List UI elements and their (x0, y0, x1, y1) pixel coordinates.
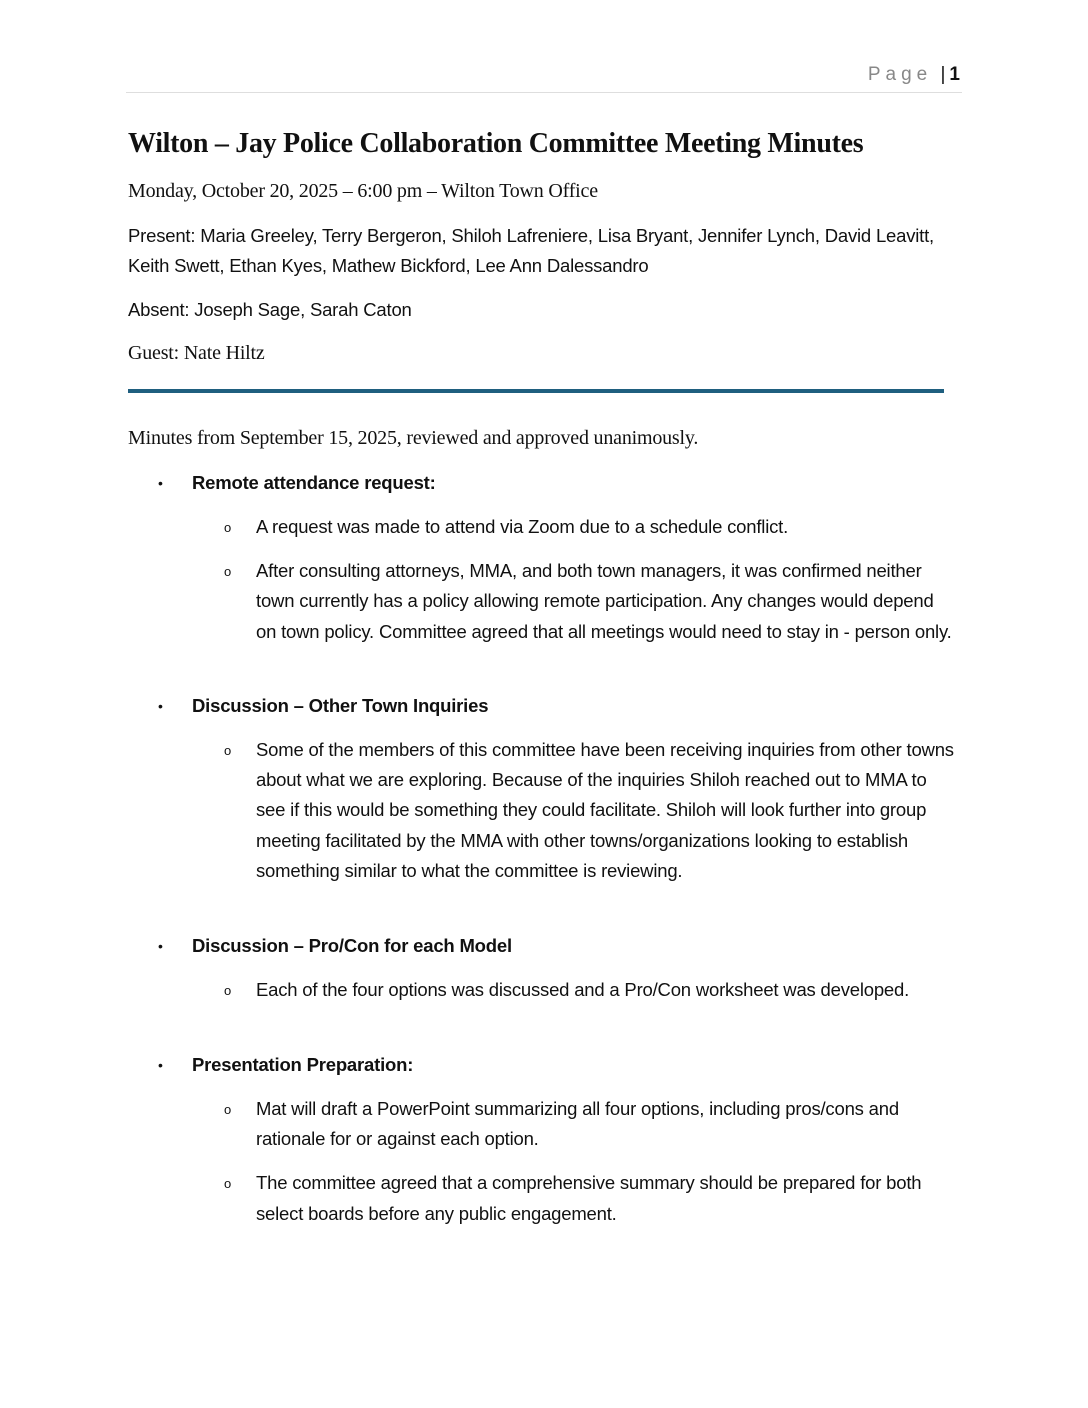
list-item-text: Some of the members of this committee have been receiving inquiries from other towns about what we are exploring. Because of the inquiries Shiloh reached out to MMA to see if this would be something they could facilitate. Shiloh will look further into group meeting facilitated by the MMA with other towns/organizations looking to establish something similar to what the committee is reviewing. (256, 739, 954, 881)
agenda-section (128, 468, 968, 647)
meeting-date-line: Monday, October 20, 2025 – 6:00 pm – Wilton Town Office (128, 180, 598, 202)
circle-bullet-icon: o (224, 1176, 232, 1192)
page-label: Page (867, 64, 933, 85)
circle-bullet-icon: o (224, 1102, 232, 1117)
list-item-text: A request was made to attend via Zoom due to a schedule conflict. (256, 516, 789, 537)
agenda-section (128, 931, 968, 1005)
document-title: Wilton – Jay Police Collaboration Committee Meeting Minutes (128, 128, 864, 159)
list-item-text: Mat will draft a PowerPoint summarizing all four options, including pros/cons and rationale for or against each option. (256, 1098, 899, 1150)
list-item-text: The committee agreed that a comprehensive summary should be prepared for both select boards before any public engagement. (256, 1172, 922, 1224)
list-item-text: After consulting attorneys, MMA, and both town managers, it was confirmed neither town currently has a policy allowing remote participation. Any changes would depend on town policy. Committee agreed that all meetings would need to stay in - person only. (256, 560, 952, 642)
list-item (224, 735, 956, 886)
minutes-approval: Minutes from September 15, 2025, reviewed and approved unanimously. (128, 427, 699, 449)
page-number-value: 1 (949, 64, 960, 85)
guest-line: Guest: Nate Hiltz (128, 342, 265, 364)
circle-bullet-icon: o (224, 520, 232, 535)
bullet-icon: • (158, 698, 163, 714)
bullet-icon: • (158, 475, 163, 491)
bullet-icon: • (158, 1057, 163, 1073)
circle-bullet-icon: o (224, 743, 232, 758)
section-heading: Discussion – Other Town Inquiries (192, 695, 489, 716)
page-number (868, 64, 960, 86)
circle-bullet-icon: o (224, 564, 232, 580)
list-item (224, 1168, 956, 1228)
divider-rule (128, 389, 944, 393)
section-heading: Discussion – Pro/Con for each Model (192, 935, 512, 956)
attendees-absent: Absent: Joseph Sage, Sarah Caton (128, 299, 412, 320)
page-separator: | (940, 64, 946, 85)
list-item (224, 975, 956, 1005)
page-header (126, 62, 962, 93)
attendees-present: Present: Maria Greeley, Terry Bergeron, Shiloh Lafreniere, Lisa Bryant, Jennifer Lynch, David Leavitt, Keith Swett, Ethan Kyes, Mathew Bickford, Lee Ann Dalessandro (128, 225, 934, 276)
agenda-section (128, 1050, 968, 1229)
list-item-text: Each of the four options was discussed and a Pro/Con worksheet was developed. (256, 979, 910, 1000)
bullet-icon: • (158, 938, 163, 954)
list-item (224, 512, 956, 542)
circle-bullet-icon: o (224, 983, 232, 998)
list-item (224, 1094, 956, 1154)
agenda-section (128, 691, 968, 886)
section-heading: Presentation Preparation: (192, 1054, 414, 1075)
section-heading: Remote attendance request: (192, 472, 436, 493)
list-item (224, 556, 956, 647)
